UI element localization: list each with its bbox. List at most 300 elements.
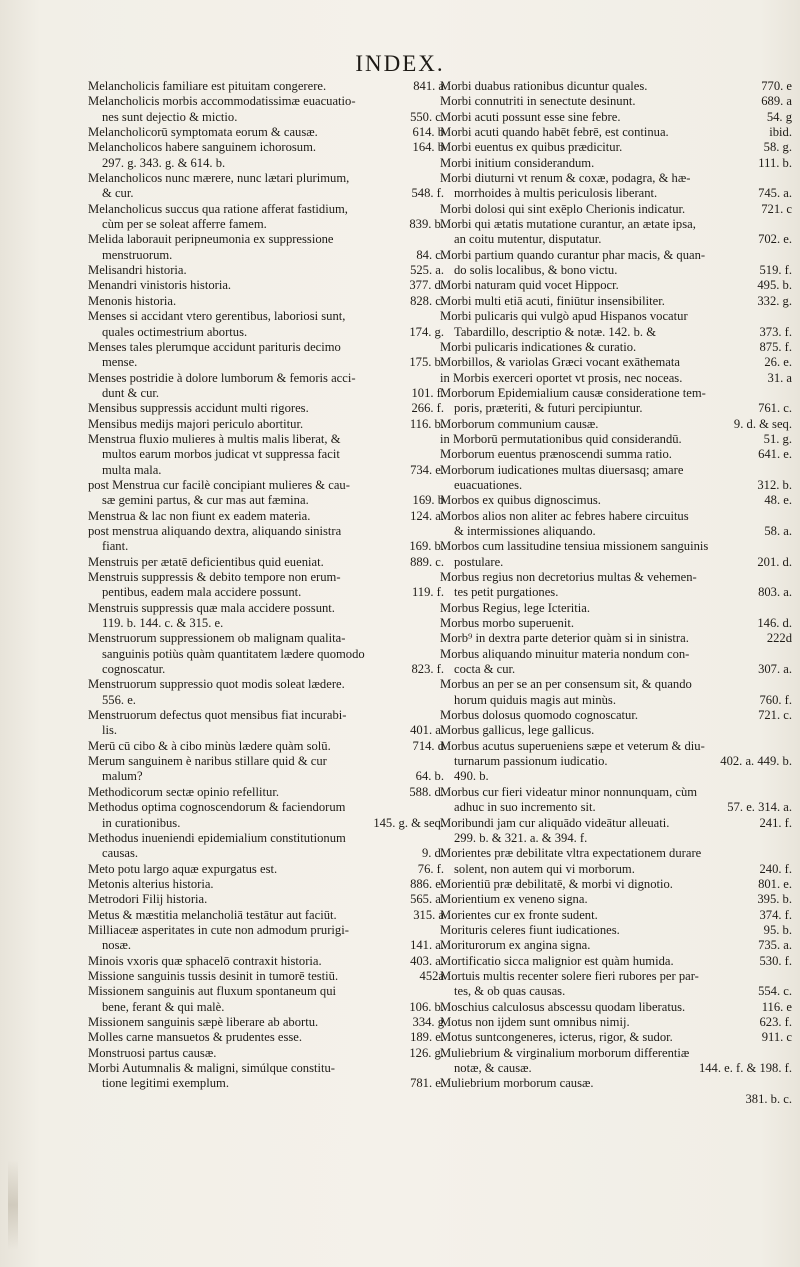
entry-text: Morbi dolosi qui sint exēplo Cherionis indicatur. bbox=[440, 201, 686, 216]
entry-text: Morbos ex quibus dignoscimus. bbox=[440, 493, 601, 508]
index-entry bbox=[440, 294, 792, 309]
index-entry-line bbox=[88, 754, 444, 769]
entry-text: Monstruosi partus causæ. bbox=[88, 1045, 217, 1060]
index-entry bbox=[440, 202, 792, 217]
index-entry-line bbox=[440, 969, 792, 984]
page-reference: 841. a bbox=[413, 79, 444, 93]
index-entry-line bbox=[88, 509, 444, 524]
page-reference: 146. d. bbox=[757, 616, 792, 631]
index-entry-line bbox=[88, 202, 444, 217]
page-reference: 714. d bbox=[412, 738, 444, 753]
entry-text: menstruorum. bbox=[102, 247, 173, 262]
page-reference: 735. a. bbox=[758, 938, 792, 953]
page-reference: 240. f. bbox=[759, 861, 792, 876]
index-entry-line bbox=[440, 340, 792, 355]
entry-text: euacuationes. bbox=[454, 477, 523, 492]
index-entry bbox=[88, 754, 444, 785]
index-entry bbox=[88, 309, 444, 340]
entry-text: postulare. bbox=[454, 554, 504, 569]
entry-text: Menstruis suppressis & debito tempore non erum- bbox=[88, 570, 341, 584]
page-reference: 452a bbox=[419, 968, 444, 983]
index-entry bbox=[440, 601, 792, 616]
index-entry-line bbox=[440, 140, 792, 155]
entry-text: Morbillos, & variolas Græci vocant exāthemata bbox=[440, 355, 680, 370]
index-entry-line bbox=[88, 677, 444, 692]
index-entry-line bbox=[440, 478, 792, 493]
index-entry bbox=[88, 984, 444, 1015]
page-reference: 124. a. bbox=[410, 508, 444, 523]
index-entry bbox=[88, 862, 444, 877]
page-reference bbox=[786, 509, 792, 524]
entry-text: Morbi acuti possunt esse sine febre. bbox=[440, 109, 621, 124]
index-entry bbox=[440, 217, 792, 248]
entry-text: Merum sanguinem è naribus stillare quid & cur bbox=[88, 754, 327, 769]
entry-text: pentibus, eadem mala accidere possunt. bbox=[102, 585, 302, 600]
page-reference: 781. e. bbox=[410, 1076, 444, 1091]
entry-text: Mortuis multis recenter solere fieri rubores per par- bbox=[440, 968, 699, 983]
entry-text: in Morborū permutationibus quid considerandū. bbox=[440, 431, 682, 446]
entry-text: Minois vxoris quæ sphacelō contraxit historia. bbox=[88, 953, 322, 968]
page-reference: 307. a. bbox=[758, 662, 792, 677]
index-entry bbox=[440, 846, 792, 877]
entry-text: nosæ. bbox=[102, 938, 132, 953]
index-entry bbox=[440, 463, 792, 494]
page-reference: 623. f. bbox=[759, 1014, 792, 1029]
page-reference: 101. f. bbox=[411, 385, 444, 400]
index-entry-line bbox=[88, 954, 444, 969]
entry-text: Morbi acuti quando habēt febrē, est continua. bbox=[440, 125, 669, 140]
index-entry bbox=[88, 79, 444, 94]
entry-text: Melancholicos habere sanguinem ichorosum. bbox=[88, 140, 317, 155]
page-reference: 689. a bbox=[761, 94, 792, 109]
entry-text: Motus suntcongeneres, icterus, rigor, & sudor. bbox=[440, 1030, 673, 1045]
entry-text: Morbos alios non aliter ac febres habere circuitus bbox=[440, 508, 689, 523]
index-entry-line bbox=[88, 217, 444, 232]
page-reference: 57. e. 314. a. bbox=[727, 800, 792, 815]
index-entry bbox=[440, 1000, 792, 1015]
entry-text: Melisandri historia. bbox=[88, 263, 187, 278]
entry-text: Morbi initium considerandum. bbox=[440, 155, 595, 170]
entry-text: Morbi naturam quid vocet Hippocr. bbox=[440, 278, 619, 293]
page-reference: 875. f. bbox=[759, 339, 792, 354]
index-entry-line bbox=[88, 739, 444, 754]
index-entry-line bbox=[88, 539, 444, 554]
page-reference: 525. a. bbox=[410, 263, 444, 278]
entry-text: morrhoides à multis periculosis liberant. bbox=[454, 186, 658, 201]
entry-text: Moschius calculosus abscessu quodam liberatus. bbox=[440, 999, 686, 1014]
entry-text: bene, ferant & qui malè. bbox=[102, 999, 225, 1014]
entry-text: 490. b. bbox=[454, 769, 489, 784]
page-reference: 84. c. bbox=[416, 247, 444, 262]
index-entry bbox=[440, 892, 792, 907]
page-reference: 401. a. bbox=[410, 723, 444, 738]
index-entry-line bbox=[88, 94, 444, 109]
index-entry-line bbox=[440, 248, 792, 263]
entry-text: Morbi pulicaris qui vulgò apud Hispanos vocatur bbox=[440, 309, 688, 324]
entry-text: Morbi multi etiā acuti, finiūtur insensibiliter. bbox=[440, 293, 665, 308]
page-reference: 266. f. bbox=[411, 401, 444, 416]
entry-text: Metus & mæstitia melancholiā testātur aut faciūt. bbox=[88, 907, 337, 922]
index-entry-line bbox=[440, 739, 792, 754]
page-reference: 175. b. bbox=[409, 355, 444, 370]
index-entry-line bbox=[88, 309, 444, 324]
index-entry bbox=[440, 125, 792, 140]
index-entry-line bbox=[440, 923, 792, 938]
index-entry bbox=[440, 1046, 792, 1077]
index-entry-line bbox=[88, 908, 444, 923]
index-entry-line bbox=[88, 1000, 444, 1015]
index-entry bbox=[440, 739, 792, 785]
entry-text: Morientes cur ex fronte sudent. bbox=[440, 907, 598, 922]
index-entry-line bbox=[88, 493, 444, 508]
index-entry bbox=[88, 677, 444, 708]
entry-text: Morbi connutriti in senectute desinunt. bbox=[440, 94, 636, 109]
entry-text: Morbus dolosus quomodo cognoscatur. bbox=[440, 708, 638, 723]
index-entry-line bbox=[440, 325, 792, 340]
index-entry-line bbox=[88, 478, 444, 493]
index-entry-line bbox=[440, 816, 792, 831]
index-entry-line bbox=[88, 340, 444, 355]
entry-text: & cur. bbox=[102, 186, 134, 201]
entry-text: horum quiduis magis aut minùs. bbox=[454, 692, 616, 707]
index-entry bbox=[88, 1046, 444, 1061]
entry-text: 299. b. & 321. a. & 394. f. bbox=[454, 830, 588, 845]
index-entry bbox=[88, 954, 444, 969]
index-entry bbox=[88, 171, 444, 202]
index-entry-line bbox=[440, 94, 792, 109]
index-entry-line bbox=[440, 1046, 792, 1061]
index-entry bbox=[440, 1076, 792, 1107]
entry-text: tes petit purgationes. bbox=[454, 585, 559, 600]
page-reference: 374. f. bbox=[759, 907, 792, 922]
page-reference: 26. e. bbox=[764, 355, 792, 370]
page-reference: 169. b. bbox=[409, 539, 444, 554]
index-entry-line bbox=[440, 570, 792, 585]
index-entry-line bbox=[440, 846, 792, 861]
page-reference: 126. g. bbox=[409, 1045, 444, 1060]
entry-text: Merū cū cibo & à cibo minùs lædere quàm solū. bbox=[88, 738, 331, 753]
page-reference: 312. b. bbox=[757, 477, 792, 492]
page-reference: 95. b. bbox=[763, 922, 792, 937]
page-reference bbox=[786, 1076, 792, 1091]
page-reference: 174. g. bbox=[409, 324, 444, 339]
page-reference bbox=[786, 601, 792, 616]
entry-text: Menstruis per ætatē deficientibus quid eueniat. bbox=[88, 554, 324, 569]
entry-text: Morbi duabus rationibus dicuntur quales. bbox=[440, 79, 648, 93]
index-entry bbox=[440, 278, 792, 293]
index-entry-line bbox=[440, 217, 792, 232]
page-reference bbox=[786, 386, 792, 401]
index-entry-line bbox=[440, 263, 792, 278]
entry-text: cognoscatur. bbox=[102, 662, 166, 677]
page-reference: 548. f. bbox=[411, 186, 444, 201]
index-entry-line bbox=[88, 938, 444, 953]
page-reference: 58. g. bbox=[763, 140, 792, 155]
index-entry-line bbox=[440, 631, 792, 646]
index-entry-line bbox=[440, 754, 792, 769]
index-entry-line bbox=[88, 278, 444, 293]
index-entry bbox=[88, 524, 444, 555]
entry-text: Morbus an per se an per consensum sit, & quando bbox=[440, 677, 692, 692]
index-entry bbox=[88, 294, 444, 309]
entry-text: Menses tales plerumque accidunt parituris decimo bbox=[88, 339, 341, 354]
index-entry-line bbox=[440, 938, 792, 953]
index-entry-line bbox=[440, 585, 792, 600]
index-entry bbox=[88, 570, 444, 601]
index-entry-line bbox=[88, 325, 444, 340]
entry-text: Melancholicus succus qua ratione afferat fastidium, bbox=[88, 201, 348, 216]
entry-text: Morborum iudicationes multas diuersasq; amare bbox=[440, 462, 684, 477]
index-entry-line bbox=[88, 984, 444, 999]
entry-text: Melancholicos nunc mærere, nunc lætari plurimum, bbox=[88, 171, 350, 186]
entry-text: do solis localibus, & bono victu. bbox=[454, 263, 618, 278]
index-entry-line bbox=[88, 248, 444, 263]
index-entry-line bbox=[440, 463, 792, 478]
index-entry-line bbox=[440, 831, 792, 846]
entry-text: Molles carne mansuetos & prudentes esse. bbox=[88, 1030, 303, 1045]
index-entry-line bbox=[88, 463, 444, 478]
page-reference: 519. f. bbox=[759, 263, 792, 278]
index-entry-line bbox=[88, 432, 444, 447]
entry-text: Morbi partium quando curantur phar macis, & quan- bbox=[440, 247, 706, 262]
page-reference: 189. e. bbox=[410, 1030, 444, 1045]
index-entry-line bbox=[440, 355, 792, 370]
page-reference: 111. b. bbox=[758, 155, 792, 170]
index-entry-line bbox=[440, 524, 792, 539]
entry-text: Morb⁹ in dextra parte deterior quàm si in sinistra. bbox=[440, 631, 689, 646]
page-reference: 721. c bbox=[761, 201, 792, 216]
entry-text: lis. bbox=[102, 723, 118, 738]
page-reference: 530. f. bbox=[759, 953, 792, 968]
index-entry-line bbox=[440, 156, 792, 171]
entry-text: Menstruorum defectus quot mensibus fiat incurabi- bbox=[88, 708, 347, 723]
entry-text: Morientiū præ debilitatē, & morbi vi dignotio. bbox=[440, 876, 673, 891]
index-entry-line bbox=[440, 309, 792, 324]
entry-text: notæ, & causæ. bbox=[454, 1061, 532, 1075]
page-reference: 116. e bbox=[761, 999, 792, 1014]
index-entry-line bbox=[440, 908, 792, 923]
entry-text: Menonis historia. bbox=[88, 293, 177, 308]
entry-text: dunt & cur. bbox=[102, 385, 160, 400]
index-entry-line bbox=[88, 263, 444, 278]
page-reference bbox=[786, 769, 792, 784]
index-entry bbox=[440, 708, 792, 723]
entry-text: Moribundi jam cur aliquādo videātur alleuati. bbox=[440, 815, 670, 830]
index-entry-line bbox=[440, 278, 792, 293]
index-entry bbox=[440, 171, 792, 202]
index-entry-line bbox=[440, 186, 792, 201]
index-entry bbox=[88, 202, 444, 233]
entry-text: nes sunt dejectio & mictio. bbox=[102, 109, 238, 124]
entry-text: Morborum Epidemialium causæ consideratione tem- bbox=[440, 385, 706, 400]
index-entry-line bbox=[88, 524, 444, 539]
index-entry bbox=[88, 94, 444, 125]
page-reference bbox=[786, 463, 792, 478]
page-reference: 116. b. bbox=[409, 416, 444, 431]
page-reference: 76. f. bbox=[417, 861, 444, 876]
index-entry bbox=[88, 125, 444, 140]
index-entry-line bbox=[440, 555, 792, 570]
entry-text: Menstrua & lac non fiunt ex eadem materia. bbox=[88, 508, 311, 523]
page-reference: 734. e. bbox=[410, 462, 444, 477]
entry-text: cocta & cur. bbox=[454, 662, 516, 677]
entry-text: Menstruorum suppressio quot modis soleat lædere. bbox=[88, 677, 345, 692]
page-reference: 554. c. bbox=[758, 984, 792, 999]
index-entry bbox=[88, 278, 444, 293]
index-entry-line bbox=[440, 785, 792, 800]
entry-text: Moriturorum ex angina signa. bbox=[440, 938, 591, 953]
entry-text: malum? bbox=[102, 769, 143, 784]
index-entry-line bbox=[88, 355, 444, 370]
page-reference: 201. d. bbox=[757, 554, 792, 569]
index-entry-line bbox=[88, 631, 444, 646]
page-reference: 760. f. bbox=[759, 692, 792, 707]
entry-text: Milliaceæ asperitates in cute non admodum prurigi- bbox=[88, 922, 349, 937]
entry-text: Menses postridie à dolore lumborum & femoris acci- bbox=[88, 370, 356, 385]
page-reference: 702. e. bbox=[758, 232, 792, 247]
index-entry-line bbox=[88, 892, 444, 907]
index-entry bbox=[88, 831, 444, 862]
index-entry bbox=[440, 248, 792, 279]
page-reference: 377. d. bbox=[409, 278, 444, 293]
page-reference: 31. a bbox=[767, 370, 792, 385]
page-reference: 51. g. bbox=[763, 431, 792, 446]
index-entry bbox=[88, 1015, 444, 1030]
index-entry bbox=[440, 340, 792, 355]
entry-text: Morbus Regius, lege Icteritia. bbox=[440, 600, 591, 615]
entry-text: Morbi diuturni vt renum & coxæ, podagra, & hæ- bbox=[440, 171, 691, 186]
entry-text: Missione sanguinis tussis desinit in tumorē testiū. bbox=[88, 968, 339, 983]
page-reference: 106. b. bbox=[409, 999, 444, 1014]
page-reference: 403. a. bbox=[410, 953, 444, 968]
index-entry-line bbox=[440, 662, 792, 677]
entry-text: tes, & ob quas causas. bbox=[454, 984, 566, 999]
page-reference: 373. f. bbox=[759, 324, 792, 339]
page-reference: 911. c bbox=[761, 1030, 792, 1045]
entry-text: 297. g. 343. g. & 614. b. bbox=[102, 155, 226, 170]
page-reference bbox=[786, 831, 792, 846]
index-entry-line bbox=[440, 892, 792, 907]
index-entry bbox=[440, 432, 792, 447]
page-reference: 332. g. bbox=[757, 293, 792, 308]
index-entry-line bbox=[88, 570, 444, 585]
entry-text: Tabardillo, descriptio & notæ. 142. b. & bbox=[454, 324, 656, 339]
page-reference: 54. g bbox=[766, 109, 792, 124]
index-entry-line bbox=[88, 846, 444, 861]
entry-text: Morborum euentus prænoscendi summa ratio. bbox=[440, 447, 672, 462]
entry-text: Missionem sanguinis aut fluxum spontaneum qui bbox=[88, 984, 337, 999]
index-entry-line bbox=[440, 1092, 792, 1107]
page-reference: 761. c. bbox=[758, 401, 792, 416]
page-reference bbox=[786, 171, 792, 186]
index-entry-line bbox=[88, 877, 444, 892]
index-entry-line bbox=[440, 539, 792, 554]
index-entry-line bbox=[440, 800, 792, 815]
index-entry-line bbox=[440, 616, 792, 631]
entry-text: in curationibus. bbox=[102, 815, 181, 830]
page-reference: 550. c. bbox=[410, 109, 444, 124]
index-entry bbox=[88, 340, 444, 371]
index-entry-line bbox=[88, 156, 444, 171]
entry-text: 556. e. bbox=[102, 692, 136, 707]
index-entry bbox=[88, 371, 444, 402]
page-reference: 889. c. bbox=[410, 554, 444, 569]
index-entry-line bbox=[440, 401, 792, 416]
page-reference: 119. f. bbox=[411, 585, 444, 600]
entry-text: Morbi euentus ex quibus prædicitur. bbox=[440, 140, 623, 155]
page-reference: 614. b bbox=[412, 125, 444, 140]
index-entry-line bbox=[88, 1076, 444, 1091]
index-entry-line bbox=[88, 1030, 444, 1045]
page-reference: 145. g. & seq. bbox=[373, 815, 444, 830]
index-entry-line bbox=[440, 1030, 792, 1045]
index-entry-line bbox=[88, 386, 444, 401]
index-entry bbox=[440, 723, 792, 738]
page-reference bbox=[786, 739, 792, 754]
index-entry-line bbox=[88, 831, 444, 846]
entry-text: Motus non ijdem sunt omnibus nimij. bbox=[440, 1014, 630, 1029]
entry-text: sæ gemini partus, & cur mas aut fæmina. bbox=[102, 493, 309, 508]
index-entry-line bbox=[88, 708, 444, 723]
page-reference bbox=[786, 677, 792, 692]
page-reference bbox=[786, 647, 792, 662]
entry-text: cùm per se soleat afferre famem. bbox=[102, 217, 267, 232]
entry-text: post Menstrua cur facilè concipiant mulieres & cau- bbox=[88, 477, 350, 492]
index-entry bbox=[440, 447, 792, 462]
entry-text: Morbus morbo superuenit. bbox=[440, 616, 574, 631]
index-entry bbox=[88, 1061, 444, 1092]
index-entry bbox=[440, 371, 792, 386]
page-reference: 402. a. 449. b. bbox=[720, 754, 792, 769]
page-reference bbox=[786, 248, 792, 263]
entry-text: Morbi Autumnalis & maligni, simúlque constitu- bbox=[88, 1061, 335, 1075]
index-entry bbox=[440, 647, 792, 678]
entry-text: Menstrua fluxio mulieres à multis malis liberat, & bbox=[88, 431, 341, 446]
index-entry bbox=[88, 232, 444, 263]
entry-text: mense. bbox=[102, 355, 138, 370]
index-entry bbox=[88, 892, 444, 907]
index-entry-line bbox=[88, 186, 444, 201]
page-reference: 495. b. bbox=[757, 278, 792, 293]
index-entry-line bbox=[88, 923, 444, 938]
index-entry bbox=[88, 631, 444, 677]
index-entry-line bbox=[440, 509, 792, 524]
page-reference bbox=[786, 846, 792, 861]
index-entry-line bbox=[88, 140, 444, 155]
index-entry bbox=[440, 954, 792, 969]
entry-text: adhuc in suo incremento sit. bbox=[454, 800, 596, 815]
page-reference: 315. a bbox=[413, 907, 444, 922]
index-entry-line bbox=[440, 371, 792, 386]
entry-text: post menstrua aliquando dextra, aliquando sinistra bbox=[88, 523, 342, 538]
index-entry-line bbox=[440, 954, 792, 969]
index-entry-line bbox=[440, 125, 792, 140]
index-entry bbox=[88, 908, 444, 923]
index-entry-line bbox=[440, 386, 792, 401]
page-reference bbox=[786, 539, 792, 554]
page-reference: 169. b bbox=[412, 493, 444, 508]
index-entry-line bbox=[88, 125, 444, 140]
entry-text: Morbos cum lassitudine tensiua missionem sanguinis bbox=[440, 539, 709, 554]
index-entry-line bbox=[88, 585, 444, 600]
index-entry-line bbox=[440, 294, 792, 309]
index-entry-line bbox=[440, 984, 792, 999]
page-reference: 9. d. & seq. bbox=[733, 416, 792, 431]
page-reference bbox=[786, 309, 792, 324]
entry-text: sanguinis potiùs quàm quantitatem lædere quomodo bbox=[102, 646, 365, 661]
entry-text: fiant. bbox=[102, 539, 129, 554]
index-entry-line bbox=[88, 1061, 444, 1076]
